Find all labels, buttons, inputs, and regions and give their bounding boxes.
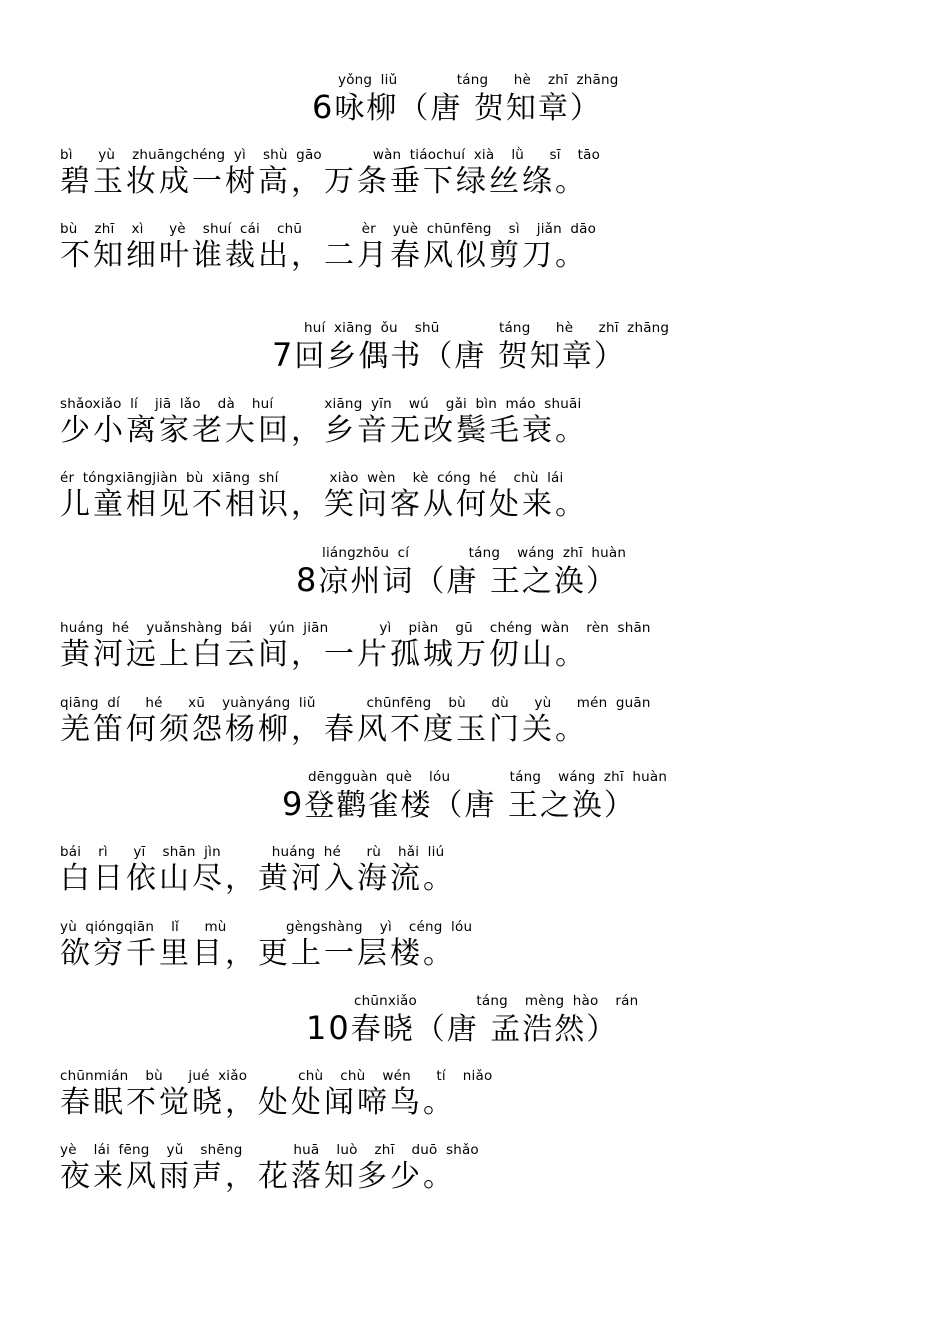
- poem-number: 7: [272, 336, 295, 374]
- line-pinyin: bù zhī xì yè shuí cái chū èr yuè chūnfēng sì jiǎn dāo: [60, 221, 597, 237]
- poem-line: [60, 620, 651, 674]
- poem-line: [60, 470, 588, 524]
- line-pinyin: bì yù zhuāngchéng yì shù gāo wàn tiáochuí xià lǜ sī tāo: [60, 147, 601, 163]
- title-pinyin: chūnxiǎo táng mèng hào rán: [354, 993, 639, 1009]
- title-pinyin: huí xiāng ǒu shū táng hè zhī zhāng: [304, 320, 670, 336]
- title-pinyin: liángzhōu cí táng wáng zhī huàn: [322, 545, 627, 561]
- poem-line: [60, 844, 456, 898]
- poem-title-text: 回乡偶书（唐 贺知章）: [294, 339, 626, 374]
- line-text: 不知细叶谁裁出，二月春风似剪刀。: [60, 238, 588, 273]
- line-text: 儿童相见不相识，笑问客从何处来。: [60, 487, 588, 522]
- poem-number: 6: [312, 88, 335, 126]
- poem-number: 8: [296, 561, 319, 599]
- poem-title-text: 春晓（唐 孟浩然）: [350, 1012, 619, 1047]
- poem-title: [282, 769, 667, 825]
- poem-title-text: 咏柳（唐 贺知章）: [334, 91, 602, 126]
- line-pinyin: yù qióngqiān lǐ mù gèngshàng yì céng lóu: [60, 919, 473, 935]
- poem-line: [60, 919, 472, 973]
- poem-line: [60, 396, 588, 450]
- line-pinyin: yè lái fēng yǔ shēng huā luò zhī duō shǎo: [60, 1142, 479, 1158]
- poem-number: 9: [282, 785, 305, 823]
- title-pinyin: dēngguàn què lóu táng wáng zhī huàn: [308, 769, 668, 785]
- poem-title: [296, 545, 626, 601]
- line-pinyin: bái rì yī shān jìn huáng hé rù hǎi liú: [60, 844, 445, 860]
- poem-line: [60, 1068, 492, 1122]
- title-pinyin: yǒng liǔ táng hè zhī zhāng: [338, 72, 619, 88]
- line-text: 欲穷千里目，更上一层楼。: [60, 936, 456, 971]
- line-text: 少小离家老大回，乡音无改鬓毛衰。: [60, 413, 588, 448]
- line-pinyin: shǎoxiǎo lí jiā lǎo dà huí xiāng yīn wú gǎi bìn máo shuāi: [60, 396, 582, 412]
- poem-number: 10: [306, 1009, 351, 1047]
- line-text: 夜来风雨声，花落知多少。: [60, 1159, 456, 1194]
- line-text: 碧玉妆成一树高，万条垂下绿丝绦。: [60, 164, 588, 199]
- line-text: 羌笛何须怨杨柳，春风不度玉门关。: [60, 712, 588, 747]
- poem-title: [272, 320, 669, 376]
- poem-line: [60, 147, 600, 201]
- poem-line: [60, 695, 651, 749]
- line-pinyin: qiāng dí hé xū yuànyáng liǔ chūnfēng bù dù yù mén guān: [60, 695, 651, 711]
- line-text: 白日依山尽，黄河入海流。: [60, 861, 456, 896]
- poem-title: [306, 993, 638, 1049]
- poem-line: [60, 221, 596, 275]
- line-pinyin: chūnmián bù jué xiǎo chù chù wén tí niǎo: [60, 1068, 493, 1084]
- line-text: 黄河远上白云间，一片孤城万仞山。: [60, 637, 588, 672]
- poem-title-text: 登鹳雀楼（唐 王之涣）: [304, 788, 636, 823]
- poem-title: [312, 72, 619, 128]
- line-pinyin: huáng hé yuǎnshàng bái yún jiān yì piàn gū chéng wàn rèn shān: [60, 620, 651, 636]
- line-text: 春眠不觉晓，处处闻啼鸟。: [60, 1085, 456, 1120]
- line-pinyin: ér tóngxiāngjiàn bù xiāng shí xiào wèn kè cóng hé chù lái: [60, 470, 564, 486]
- poem-title-text: 凉州词（唐 王之涣）: [318, 564, 618, 599]
- poem-line: [60, 1142, 479, 1196]
